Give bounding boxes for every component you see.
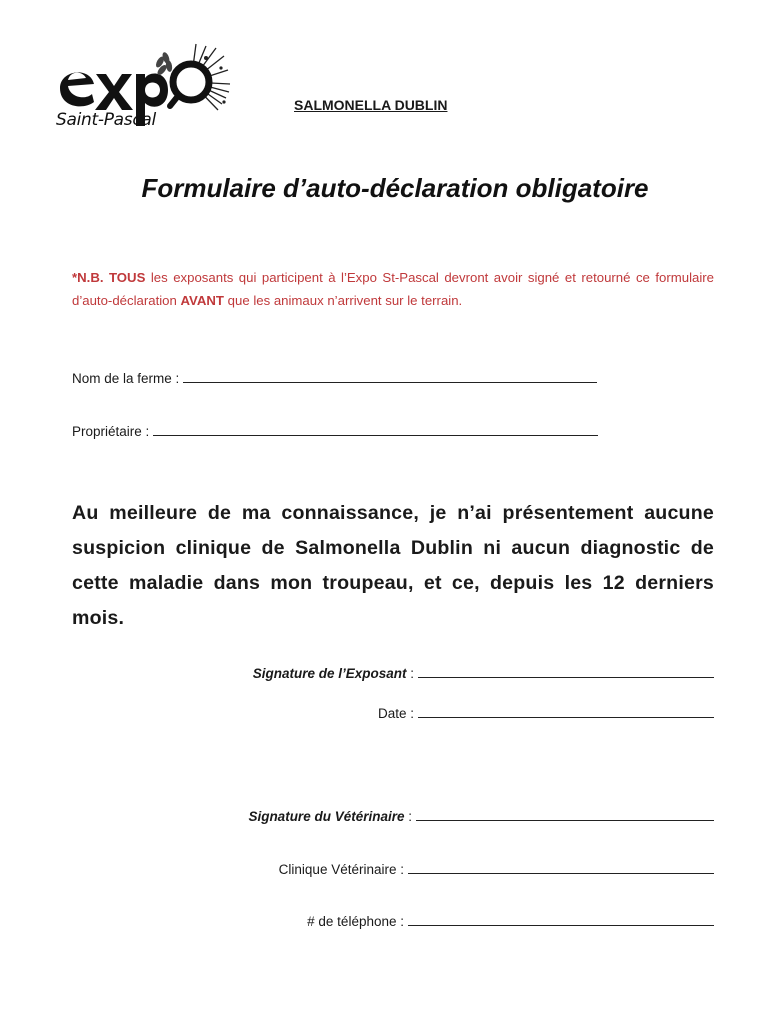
farm-name-field[interactable] xyxy=(72,369,597,386)
vet-signature-label: Signature du Vétérinaire xyxy=(248,809,405,824)
logo-caption: Saint-Pascal xyxy=(56,110,156,130)
date-field[interactable] xyxy=(378,704,714,721)
notice-text-part1: les exposants qui participent à l’Expo St-Pascal devront avoir signé et retourné ce formulaire d’auto-déclaration xyxy=(72,270,714,308)
phone-field[interactable] xyxy=(307,912,714,929)
notice-prefix: *N.B. TOUS xyxy=(72,270,146,285)
date-blank[interactable] xyxy=(418,704,714,718)
date-label: Date : xyxy=(377,706,414,721)
vet-signature-sep: : xyxy=(404,809,412,824)
vet-signature-field[interactable] xyxy=(248,807,714,824)
form-title: Formulaire d’auto-déclaration obligatoire xyxy=(141,173,649,203)
notice-emphasis: AVANT xyxy=(180,293,224,308)
owner-field[interactable] xyxy=(72,422,598,439)
clinic-blank[interactable] xyxy=(408,860,714,874)
vet-signature-blank[interactable] xyxy=(416,807,714,821)
phone-blank[interactable] xyxy=(408,912,714,926)
exhibitor-signature-blank[interactable] xyxy=(418,664,714,678)
clinic-field[interactable] xyxy=(279,860,714,877)
owner-blank[interactable] xyxy=(153,422,598,436)
farm-name-label: Nom de la ferme : xyxy=(72,371,180,386)
owner-label: Propriétaire : xyxy=(72,424,150,439)
exhibitor-signature-label: Signature de l’Exposant xyxy=(252,666,407,681)
phone-label: # de téléphone : xyxy=(307,914,404,929)
notice-paragraph xyxy=(72,266,714,312)
expo-saint-pascal-logo xyxy=(56,40,231,136)
notice-text-part2: que les animaux n’arrivent sur le terrain. xyxy=(223,293,463,308)
declaration-statement: Au meilleure de ma connaissance, je n’ai présentement aucune suspicion clinique de Salmonella Dublin ni aucun diagnostic de cette maladie dans mon troupeau, et ce, depuis les 12 derniers mois. xyxy=(72,502,714,629)
exhibitor-signature-field[interactable] xyxy=(253,664,714,681)
header-title: SALMONELLA DUBLIN xyxy=(294,97,448,113)
exhibitor-signature-sep: : xyxy=(406,666,414,681)
clinic-label: Clinique Vétérinaire : xyxy=(278,862,404,877)
farm-name-blank[interactable] xyxy=(183,369,597,383)
